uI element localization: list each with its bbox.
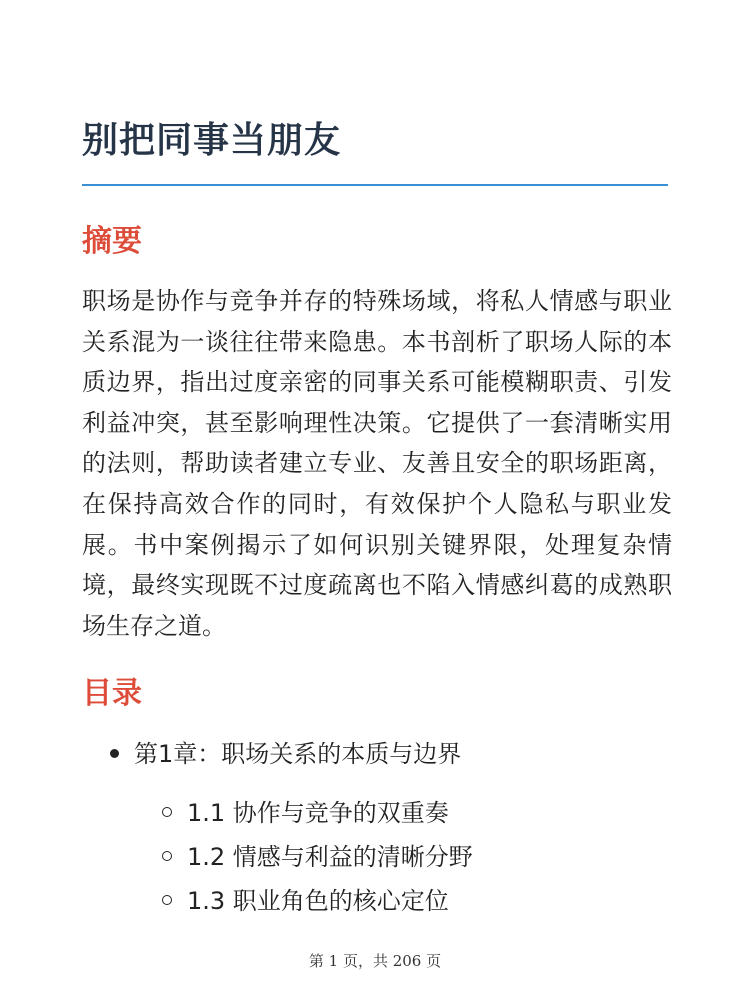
- bullet-circle-icon: [162, 851, 172, 861]
- toc-heading: 目录: [82, 676, 142, 711]
- page-number-footer: 第 1 页，共 206 页: [308, 952, 442, 970]
- abstract-heading: 摘要: [82, 224, 142, 259]
- toc-chapter-item: [110, 734, 461, 774]
- book-title: 别把同事当朋友: [82, 120, 342, 161]
- abstract-paragraph: 职场是协作与竞争并存的特殊场域，将私人情感与职业关系混为一谈往往带来隐患。本书剖析了职场人际的本质边界，指出过度亲密的同事关系可能模糊职责、引发利益冲突，甚至影响理性决策。它提供了一套清晰实用的法则，帮助读者建立专业、友善且安全的职场距离，在保持高效合作的同时，有效保护个人隐私与职业发展。书中案例揭示了如何识别关键界限，处理复杂情境，最终实现既不过度疏离也不陷入情感纠葛的成熟职场生存之道。: [82, 287, 672, 640]
- toc-section-label: 1.2 情感与利益的清晰分野: [187, 843, 473, 871]
- bullet-disc-icon: [110, 749, 119, 758]
- toc-chapter-label: 第1章：职场关系的本质与边界: [134, 740, 462, 768]
- toc-section-label: 1.3 职业角色的核心定位: [187, 887, 449, 915]
- toc-section-item: [162, 881, 449, 921]
- bullet-circle-icon: [162, 895, 172, 905]
- toc-section-item: [162, 837, 473, 877]
- toc-section-label: 1.1 协作与竞争的双重奏: [187, 799, 449, 827]
- title-divider: [82, 184, 668, 186]
- toc-section-item: [162, 793, 449, 833]
- bullet-circle-icon: [162, 807, 172, 817]
